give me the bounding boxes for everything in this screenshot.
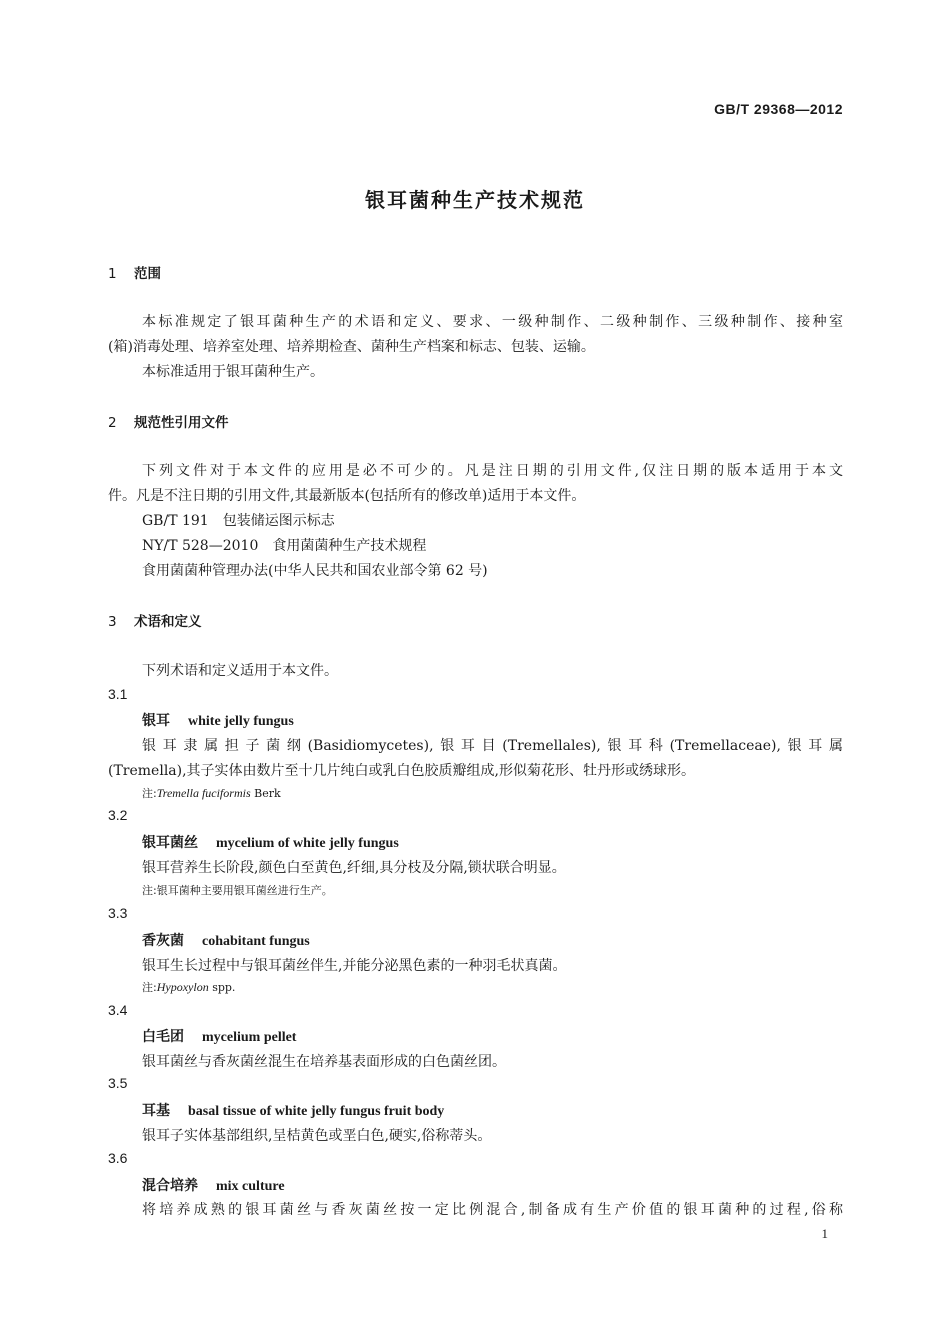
section-1-para1-line1: 本标准规定了银耳菌种生产的术语和定义、要求、一级种制作、二级种制作、三级种制作、接种室 [142, 314, 843, 330]
term-heading [142, 832, 399, 852]
term-definition-line1: 银耳子实体基部组织,呈桔黄色或垩白色,硬实,俗称蒂头。 [142, 1128, 492, 1144]
section-title: 范围 [134, 266, 161, 282]
note-label: 注: [142, 981, 157, 994]
scientific-name: Tremella fuciformis [156, 786, 251, 800]
term-number: 3.3 [108, 905, 128, 921]
page-number: 1 [821, 1226, 828, 1241]
term-zh: 香灰菌 [142, 933, 184, 949]
note-text: spp. [208, 981, 236, 994]
term-note [142, 882, 333, 898]
note-text: 银耳菌种主要用银耳菌丝进行生产。 [156, 884, 333, 897]
term-en: mycelium of white jelly fungus [216, 836, 399, 851]
term-number: 3.1 [108, 686, 128, 702]
section-number: 2 [108, 415, 117, 431]
section-1-para2: 本标准适用于银耳菌种生产。 [142, 364, 324, 380]
term-zh: 银耳 [142, 713, 170, 729]
term-definition-line1: 银耳营养生长阶段,颜色白至黄色,纤细,具分枝及分隔,锁状联合明显。 [142, 860, 566, 876]
term-number: 3.6 [108, 1150, 128, 1166]
term-en: mix culture [216, 1179, 285, 1194]
term-definition-line1: 银耳隶属担子菌纲(Basidiomycetes),银耳目(Tremellales),银耳科(Tremellaceae),银耳属 [142, 738, 843, 754]
section-3-intro: 下列术语和定义适用于本文件。 [142, 663, 338, 679]
section-title: 术语和定义 [134, 614, 202, 630]
section-1-heading [108, 262, 161, 282]
reference-gbt191: GB/T 191 包装储运图示标志 [142, 513, 335, 529]
section-number: 3 [108, 614, 117, 630]
standard-number: GB/T 29368—2012 [714, 101, 843, 117]
term-heading [142, 1026, 296, 1046]
section-3-heading [108, 610, 202, 630]
term-en: basal tissue of white jelly fungus fruit body [188, 1104, 445, 1119]
term-definition-line2: (Tremella),其子实体由数片至十几片纯白或乳白色胶质瓣组成,形似菊花形、牡丹形或绣球形。 [108, 763, 695, 779]
term-definition-line1: 将培养成熟的银耳菌丝与香灰菌丝按一定比例混合,制备成有生产价值的银耳菌种的过程,俗称 [142, 1202, 843, 1218]
term-number: 3.5 [108, 1075, 128, 1091]
note-label: 注: [142, 884, 157, 897]
note-label: 注: [142, 787, 157, 800]
term-note [142, 979, 235, 995]
term-definition-line1: 银耳菌丝与香灰菌丝混生在培养基表面形成的白色菌丝团。 [142, 1054, 506, 1070]
section-2-para1-line2: 件。凡是不注日期的引用文件,其最新版本(包括所有的修改单)适用于本文件。 [108, 488, 586, 504]
note-text: Berk [250, 787, 281, 800]
section-2-para1-line1: 下列文件对于本文件的应用是必不可少的。凡是注日期的引用文件,仅注日期的版本适用于本文 [142, 463, 843, 479]
term-zh: 白毛团 [142, 1029, 184, 1045]
section-number: 1 [108, 266, 117, 282]
term-en: white jelly fungus [188, 714, 294, 729]
term-note [142, 785, 281, 801]
term-zh: 银耳菌丝 [142, 835, 198, 851]
reference-management-measures: 食用菌菌种管理办法(中华人民共和国农业部令第 62 号) [142, 563, 488, 579]
term-number: 3.2 [108, 807, 128, 823]
term-definition-line1: 银耳生长过程中与银耳菌丝伴生,并能分泌黑色素的一种羽毛状真菌。 [142, 958, 567, 974]
term-zh: 混合培养 [142, 1178, 198, 1194]
term-heading [142, 1175, 285, 1195]
term-heading [142, 710, 294, 730]
term-heading [142, 930, 310, 950]
term-en: cohabitant fungus [202, 934, 310, 949]
term-en: mycelium pellet [202, 1030, 297, 1045]
term-heading [142, 1100, 444, 1120]
section-title: 规范性引用文件 [134, 415, 229, 431]
section-2-heading [108, 411, 229, 431]
document-title: 银耳菌种生产技术规范 [365, 188, 585, 212]
reference-nyt528: NY/T 528—2010 食用菌菌种生产技术规程 [142, 538, 427, 554]
section-1-para1-line2: (箱)消毒处理、培养室处理、培养期检查、菌种生产档案和标志、包装、运输。 [108, 339, 595, 355]
scientific-name: Hypoxylon [156, 980, 209, 994]
term-zh: 耳基 [142, 1103, 170, 1119]
term-number: 3.4 [108, 1002, 128, 1018]
